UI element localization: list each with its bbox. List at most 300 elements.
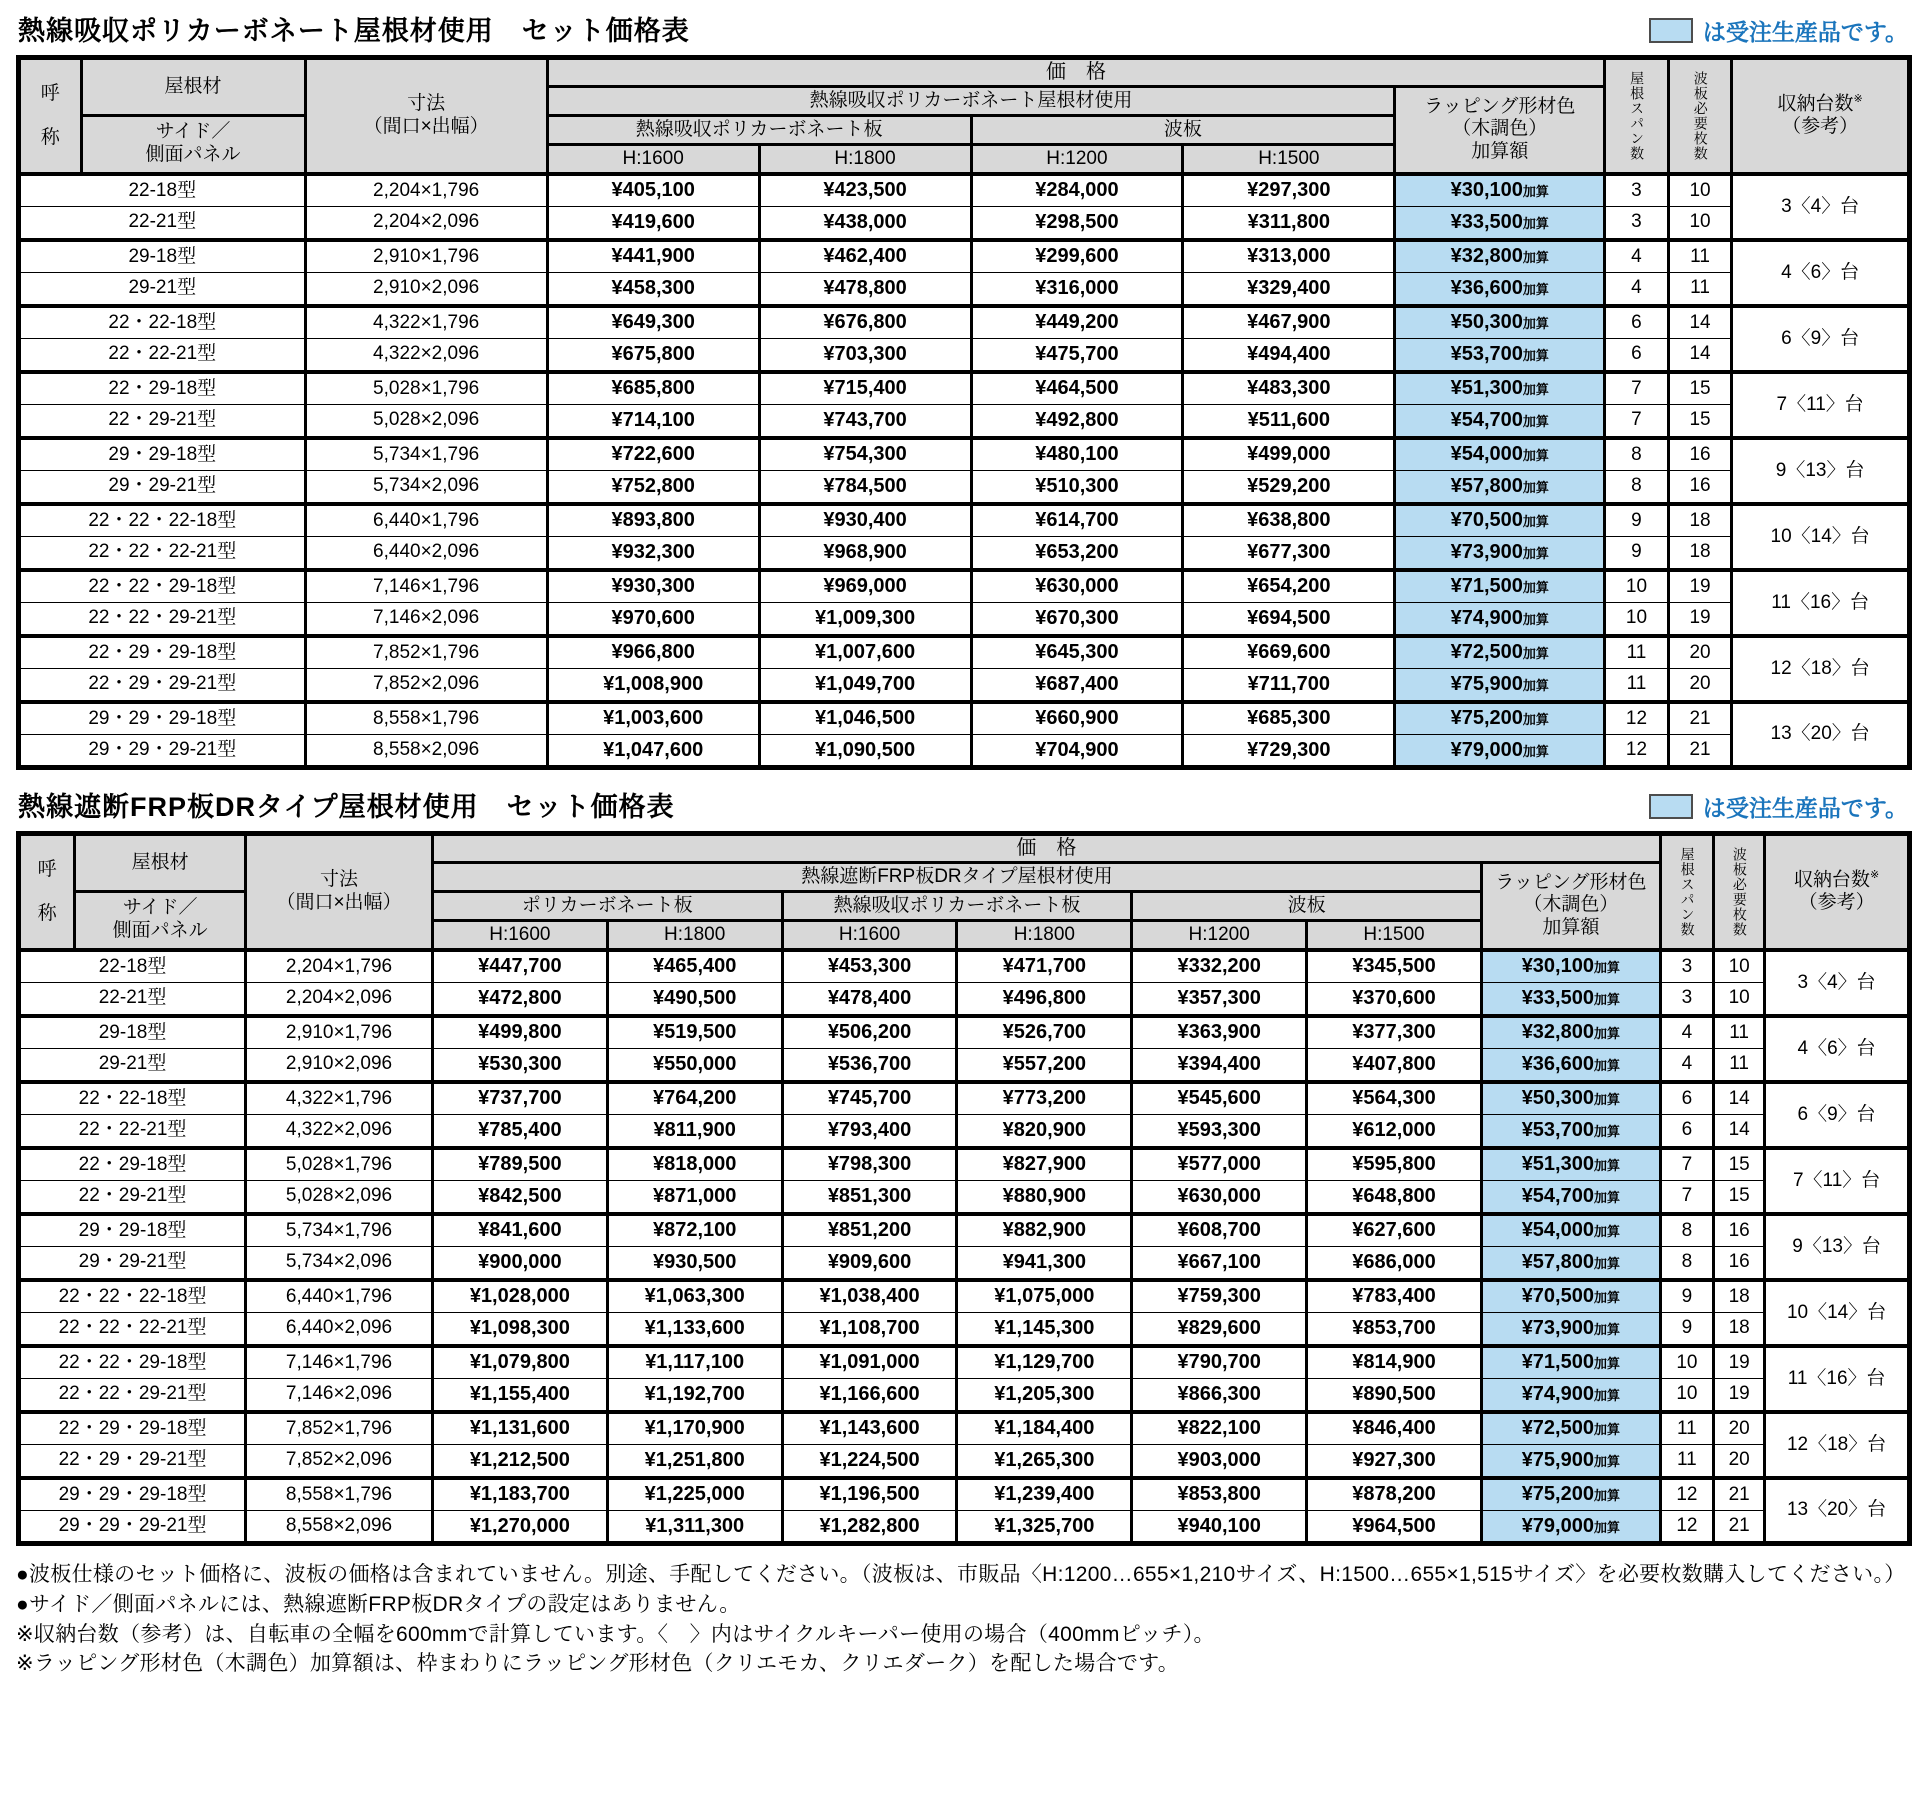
price-cell: ¥627,600 <box>1307 1214 1482 1247</box>
price-cell: ¥882,900 <box>957 1214 1132 1247</box>
height-column-header: H:1500 <box>1307 921 1482 950</box>
side-panel-header: サイド／ 側面パネル <box>75 892 246 950</box>
table-row <box>19 1082 1910 1115</box>
price-cell: ¥449,200 <box>971 306 1183 339</box>
table-row <box>19 240 1910 273</box>
price-cell: ¥704,900 <box>971 735 1183 768</box>
wrap-surcharge-cell <box>1395 537 1605 570</box>
price-cell: ¥478,800 <box>759 273 971 306</box>
dimensions-cell: 6,440×2,096 <box>305 537 547 570</box>
table-row <box>19 1346 1910 1379</box>
dimensions-cell: 7,852×1,796 <box>305 636 547 669</box>
price-cell: ¥903,000 <box>1132 1445 1307 1478</box>
price-cell: ¥1,009,300 <box>759 603 971 636</box>
sheet-count-cell: 10 <box>1714 950 1765 983</box>
price-cell: ¥462,400 <box>759 240 971 273</box>
wrap-surcharge-cell <box>1481 1049 1660 1082</box>
price-cell: ¥357,300 <box>1132 983 1307 1016</box>
dimensions-cell: 6,440×1,796 <box>246 1280 433 1313</box>
roof-span-cell: 3 <box>1660 983 1713 1016</box>
model-name-cell: 29-18型 <box>19 240 306 273</box>
wrap-suffix-label: 加算 <box>1522 545 1549 561</box>
roof-span-cell: 4 <box>1660 1049 1713 1082</box>
price-row-group <box>19 570 1910 636</box>
wrap-suffix-label: 加算 <box>1593 1026 1620 1042</box>
price-cell: ¥377,300 <box>1307 1016 1482 1049</box>
table-row <box>19 1445 1910 1478</box>
table-row <box>19 537 1910 570</box>
roof-span-cell: 4 <box>1605 240 1669 273</box>
wrap-amount: ¥72,500 <box>1521 1417 1594 1440</box>
price-cell: ¥557,200 <box>957 1049 1132 1082</box>
wrap-amount: ¥79,000 <box>1521 1514 1594 1537</box>
price-cell: ¥654,200 <box>1183 570 1395 603</box>
wrap-amount: ¥54,000 <box>1521 1219 1594 1242</box>
sheet-count-cell: 20 <box>1714 1412 1765 1445</box>
dimensions-cell: 2,204×1,796 <box>305 174 547 207</box>
price-cell: ¥853,700 <box>1307 1313 1482 1346</box>
sheet-count-cell: 15 <box>1668 372 1732 405</box>
wrap-suffix-label: 加算 <box>1593 1158 1620 1174</box>
sheet-count-cell: 10 <box>1714 983 1765 1016</box>
price-row-group <box>19 636 1910 702</box>
sheet-count-cell: 18 <box>1714 1280 1765 1313</box>
dimensions-cell: 2,204×2,096 <box>305 207 547 240</box>
price-cell: ¥966,800 <box>547 636 759 669</box>
table-row <box>19 603 1910 636</box>
price-cell: ¥829,600 <box>1132 1313 1307 1346</box>
model-name-cell: 22・29・29-18型 <box>19 1412 246 1445</box>
panel-type-header-heat-absorbing: 熱線吸収ポリカーボネート板 <box>782 892 1132 921</box>
panel-type-header-corrugated: 波板 <box>1132 892 1482 921</box>
wrap-surcharge-cell <box>1481 1016 1660 1049</box>
roof-span-cell: 4 <box>1605 273 1669 306</box>
price-cell: ¥519,500 <box>607 1016 782 1049</box>
wrap-surcharge-cell <box>1481 1247 1660 1280</box>
table-row <box>19 1247 1910 1280</box>
roof-span-cell: 8 <box>1660 1247 1713 1280</box>
wrap-amount: ¥79,000 <box>1450 738 1523 761</box>
price-cell: ¥754,300 <box>759 438 971 471</box>
wrap-suffix-label: 加算 <box>1593 1488 1620 1504</box>
dimensions-cell: 7,852×2,096 <box>246 1445 433 1478</box>
price-cell: ¥822,100 <box>1132 1412 1307 1445</box>
wrap-amount: ¥54,000 <box>1450 443 1523 466</box>
model-name-cell: 22・29-21型 <box>19 405 306 438</box>
wrap-surcharge-cell <box>1481 1115 1660 1148</box>
storage-capacity-cell: 12〈18〉台 <box>1732 636 1910 702</box>
price-cell: ¥1,008,900 <box>547 669 759 702</box>
table-row <box>19 471 1910 504</box>
dimensions-cell: 4,322×1,796 <box>305 306 547 339</box>
model-name-cell: 22・29-18型 <box>19 372 306 405</box>
sheet-count-cell: 20 <box>1668 636 1732 669</box>
height-column-header: H:1800 <box>957 921 1132 950</box>
price-cell: ¥715,400 <box>759 372 971 405</box>
price-row-group <box>19 174 1910 240</box>
wrap-suffix-label: 加算 <box>1522 646 1549 662</box>
price-cell: ¥872,100 <box>607 1214 782 1247</box>
sheet-count-cell: 14 <box>1714 1082 1765 1115</box>
wrap-surcharge-cell <box>1481 1280 1660 1313</box>
dimensions-cell: 7,852×1,796 <box>246 1412 433 1445</box>
price-cell: ¥458,300 <box>547 273 759 306</box>
roof-span-cell: 7 <box>1660 1148 1713 1181</box>
price-cell: ¥478,400 <box>782 983 957 1016</box>
wrap-suffix-label: 加算 <box>1522 448 1549 464</box>
price-cell: ¥612,000 <box>1307 1115 1482 1148</box>
table-row <box>19 983 1910 1016</box>
price-cell: ¥511,600 <box>1183 405 1395 438</box>
storage-capacity-cell: 11〈16〉台 <box>1765 1346 1910 1412</box>
roof-span-cell: 10 <box>1605 603 1669 636</box>
dimensions-cell: 4,322×2,096 <box>246 1115 433 1148</box>
dimensions-cell: 2,204×1,796 <box>246 950 433 983</box>
price-cell: ¥1,047,600 <box>547 735 759 768</box>
price-row-group <box>19 306 1910 372</box>
dimensions-cell: 7,146×1,796 <box>305 570 547 603</box>
dimensions-cell: 2,910×1,796 <box>246 1016 433 1049</box>
price-row-group <box>19 1280 1910 1346</box>
wrap-amount: ¥54,700 <box>1450 408 1523 431</box>
price-header: 価 格 <box>547 58 1604 87</box>
sheet-count-cell: 19 <box>1668 570 1732 603</box>
price-cell: ¥964,500 <box>1307 1511 1482 1544</box>
price-cell: ¥480,100 <box>971 438 1183 471</box>
panel-type-header-corrugated: 波板 <box>971 116 1395 145</box>
wrap-surcharge-cell <box>1395 570 1605 603</box>
wrap-suffix-label: 加算 <box>1522 677 1549 693</box>
roof-span-cell: 9 <box>1605 504 1669 537</box>
sheet-count-cell: 18 <box>1668 504 1732 537</box>
sheet-count-cell: 21 <box>1714 1478 1765 1511</box>
price-cell: ¥284,000 <box>971 174 1183 207</box>
wrap-surcharge-cell <box>1481 950 1660 983</box>
panel-type-header-polycarbonate: 熱線吸収ポリカーボネート板 <box>547 116 971 145</box>
table-row <box>19 1478 1910 1511</box>
model-name-cell: 22・22・29-21型 <box>19 1379 246 1412</box>
price-cell: ¥729,300 <box>1183 735 1395 768</box>
storage-capacity-cell: 7〈11〉台 <box>1732 372 1910 438</box>
model-name-cell: 22・29-18型 <box>19 1148 246 1181</box>
price-cell: ¥545,600 <box>1132 1082 1307 1115</box>
wrap-amount: ¥70,500 <box>1450 509 1523 532</box>
price-row-group <box>19 1478 1910 1544</box>
dimensions-cell: 5,734×2,096 <box>305 471 547 504</box>
sheet-count-header: 波板必要枚数 <box>1714 834 1765 950</box>
dimensions-cell: 7,146×2,096 <box>305 603 547 636</box>
price-cell: ¥614,700 <box>971 504 1183 537</box>
sheet-count-cell: 10 <box>1668 174 1732 207</box>
wrap-suffix-label: 加算 <box>1522 712 1549 728</box>
price-cell: ¥660,900 <box>971 702 1183 735</box>
dimensions-cell: 8,558×2,096 <box>305 735 547 768</box>
sheet-count-cell: 15 <box>1668 405 1732 438</box>
price-cell: ¥630,000 <box>1132 1181 1307 1214</box>
dimensions-cell: 5,028×2,096 <box>305 405 547 438</box>
storage-capacity-cell: 10〈14〉台 <box>1765 1280 1910 1346</box>
dimensions-cell: 2,910×2,096 <box>305 273 547 306</box>
model-name-cell: 29・29-21型 <box>19 471 306 504</box>
wrap-surcharge-cell <box>1481 1082 1660 1115</box>
table1-title-row <box>18 14 1910 47</box>
price-cell: ¥311,800 <box>1183 207 1395 240</box>
model-name-cell: 29-18型 <box>19 1016 246 1049</box>
side-panel-header: サイド／ 側面パネル <box>81 116 305 174</box>
wrap-suffix-label: 加算 <box>1522 316 1549 332</box>
wrap-amount: ¥75,900 <box>1450 672 1523 695</box>
wrap-color-header: ラッピング形材色 （木調色） 加算額 <box>1481 863 1660 950</box>
height-column-header: H:1800 <box>607 921 782 950</box>
price-cell: ¥893,800 <box>547 504 759 537</box>
model-name-cell: 22・22-21型 <box>19 339 306 372</box>
model-name-cell: 22・29・29-21型 <box>19 1445 246 1478</box>
wrap-suffix-label: 加算 <box>1522 413 1549 429</box>
price-cell: ¥407,800 <box>1307 1049 1482 1082</box>
price-row-group <box>19 1346 1910 1412</box>
price-cell: ¥711,700 <box>1183 669 1395 702</box>
roof-span-cell: 8 <box>1605 438 1669 471</box>
price-cell: ¥648,800 <box>1307 1181 1482 1214</box>
wrap-color-header: ラッピング形材色 （木調色） 加算額 <box>1395 87 1605 174</box>
order-made-color-swatch <box>1649 18 1693 43</box>
dimensions-cell: 8,558×1,796 <box>246 1478 433 1511</box>
price-cell: ¥472,800 <box>432 983 607 1016</box>
price-cell: ¥1,117,100 <box>607 1346 782 1379</box>
call-name-header <box>19 58 82 174</box>
wrap-suffix-label: 加算 <box>1593 1387 1620 1403</box>
model-name-cell: 22-18型 <box>19 174 306 207</box>
roof-span-cell: 8 <box>1660 1214 1713 1247</box>
wrap-amount: ¥70,500 <box>1521 1285 1594 1308</box>
price-cell: ¥441,900 <box>547 240 759 273</box>
wrap-suffix-label: 加算 <box>1522 743 1549 759</box>
model-name-cell: 22・22・29-18型 <box>19 1346 246 1379</box>
price-cell: ¥669,600 <box>1183 636 1395 669</box>
wrap-surcharge-cell <box>1395 339 1605 372</box>
height-column-header: H:1600 <box>782 921 957 950</box>
price-cell: ¥564,300 <box>1307 1082 1482 1115</box>
price-cell: ¥405,100 <box>547 174 759 207</box>
price-cell: ¥608,700 <box>1132 1214 1307 1247</box>
price-cell: ¥670,300 <box>971 603 1183 636</box>
storage-capacity-cell: 12〈18〉台 <box>1765 1412 1910 1478</box>
storage-capacity-cell: 7〈11〉台 <box>1765 1148 1910 1214</box>
roof-span-cell: 9 <box>1660 1280 1713 1313</box>
wrap-surcharge-cell <box>1481 1148 1660 1181</box>
roof-span-header: 屋根スパン数 <box>1605 58 1669 174</box>
price-cell: ¥1,046,500 <box>759 702 971 735</box>
sheet-count-cell: 18 <box>1714 1313 1765 1346</box>
price-cell: ¥900,000 <box>432 1247 607 1280</box>
roof-span-cell: 12 <box>1660 1511 1713 1544</box>
roof-span-cell: 11 <box>1660 1445 1713 1478</box>
sheet-count-header: 波板必要枚数 <box>1668 58 1732 174</box>
footnotes <box>16 1560 1912 1679</box>
wrap-amount: ¥50,300 <box>1450 311 1523 334</box>
table-row <box>19 702 1910 735</box>
price-cell: ¥577,000 <box>1132 1148 1307 1181</box>
wrap-surcharge-cell <box>1481 1511 1660 1544</box>
price-cell: ¥536,700 <box>782 1049 957 1082</box>
table-row <box>19 405 1910 438</box>
wrap-surcharge-cell <box>1481 1214 1660 1247</box>
wrap-suffix-label: 加算 <box>1522 382 1549 398</box>
price-cell: ¥499,800 <box>432 1016 607 1049</box>
price-cell: ¥471,700 <box>957 950 1132 983</box>
price-row-group <box>19 950 1910 1016</box>
price-row-group <box>19 1148 1910 1214</box>
price-cell: ¥550,000 <box>607 1049 782 1082</box>
price-cell: ¥1,192,700 <box>607 1379 782 1412</box>
wrap-surcharge-cell <box>1395 240 1605 273</box>
wrap-amount: ¥71,500 <box>1450 575 1523 598</box>
wrap-amount: ¥53,700 <box>1521 1118 1594 1141</box>
roof-span-cell: 12 <box>1660 1478 1713 1511</box>
height-column-header: H:1800 <box>759 145 971 174</box>
storage-capacity-cell: 9〈13〉台 <box>1732 438 1910 504</box>
model-name-cell: 22・22-21型 <box>19 1115 246 1148</box>
wrap-surcharge-cell <box>1395 438 1605 471</box>
roof-span-cell: 11 <box>1660 1412 1713 1445</box>
storage-capacity-header: 収納台数※ （参考） <box>1732 58 1910 174</box>
wrap-amount: ¥36,600 <box>1521 1052 1594 1075</box>
footnote-line: ※ラッピング形材色（木調色）加算額は、枠まわりにラッピング形材色（クリエモカ、クリエダーク）を配した場合です。 <box>16 1652 1180 1676</box>
table1-header <box>19 58 1910 174</box>
price-cell: ¥1,224,500 <box>782 1445 957 1478</box>
price-cell: ¥638,800 <box>1183 504 1395 537</box>
model-name-cell: 22・22・22-21型 <box>19 537 306 570</box>
dimensions-cell: 4,322×2,096 <box>305 339 547 372</box>
price-cell: ¥1,038,400 <box>782 1280 957 1313</box>
price-cell: ¥1,090,500 <box>759 735 971 768</box>
price-cell: ¥496,800 <box>957 983 1132 1016</box>
price-cell: ¥370,600 <box>1307 983 1482 1016</box>
wrap-suffix-label: 加算 <box>1593 1422 1620 1438</box>
price-cell: ¥842,500 <box>432 1181 607 1214</box>
price-cell: ¥447,700 <box>432 950 607 983</box>
price-cell: ¥722,600 <box>547 438 759 471</box>
storage-capacity-header: 収納台数※ （参考） <box>1765 834 1910 950</box>
dimensions-cell: 5,028×1,796 <box>246 1148 433 1181</box>
model-name-cell: 22・22・22-18型 <box>19 1280 246 1313</box>
price-cell: ¥492,800 <box>971 405 1183 438</box>
price-cell: ¥932,300 <box>547 537 759 570</box>
price-cell: ¥453,300 <box>782 950 957 983</box>
price-cell: ¥298,500 <box>971 207 1183 240</box>
dimensions-cell: 7,852×2,096 <box>305 669 547 702</box>
table-row <box>19 1379 1910 1412</box>
wrap-suffix-label: 加算 <box>1522 250 1549 266</box>
wrap-suffix-label: 加算 <box>1593 1255 1620 1271</box>
sheet-count-cell: 16 <box>1668 471 1732 504</box>
wrap-surcharge-cell <box>1395 405 1605 438</box>
table-row <box>19 950 1910 983</box>
price-cell: ¥1,098,300 <box>432 1313 607 1346</box>
price-cell: ¥297,300 <box>1183 174 1395 207</box>
sheet-count-cell: 21 <box>1668 735 1732 768</box>
price-cell: ¥745,700 <box>782 1082 957 1115</box>
wrap-amount: ¥73,900 <box>1521 1316 1594 1339</box>
table-row <box>19 735 1910 768</box>
dimensions-cell: 5,734×1,796 <box>305 438 547 471</box>
order-made-legend-label: は受注生産品です。 <box>1702 795 1908 821</box>
price-cell: ¥475,700 <box>971 339 1183 372</box>
roof-span-cell: 6 <box>1660 1082 1713 1115</box>
price-row-group <box>19 372 1910 438</box>
wrap-suffix-label: 加算 <box>1522 347 1549 363</box>
price-cell: ¥790,700 <box>1132 1346 1307 1379</box>
price-cell: ¥1,145,300 <box>957 1313 1132 1346</box>
price-cell: ¥394,400 <box>1132 1049 1307 1082</box>
price-cell: ¥499,000 <box>1183 438 1395 471</box>
wrap-surcharge-cell <box>1481 1313 1660 1346</box>
table-row <box>19 1280 1910 1313</box>
wrap-suffix-label: 加算 <box>1593 1453 1620 1469</box>
footnote-line: ●波板仕様のセット価格に、波板の価格は含まれていません。別途、手配してください。（波板は、市販品〈H:1200…655×1,210サイズ、H:1500…655×1,515サイズ〉を必要枚数購入してください。） <box>16 1563 1906 1586</box>
price-cell: ¥1,183,700 <box>432 1478 607 1511</box>
price-cell: ¥423,500 <box>759 174 971 207</box>
roof-span-cell: 4 <box>1660 1016 1713 1049</box>
price-cell: ¥526,700 <box>957 1016 1132 1049</box>
table-row <box>19 207 1910 240</box>
model-name-cell: 29・29-18型 <box>19 1214 246 1247</box>
order-made-legend-label: は受注生産品です。 <box>1702 19 1908 45</box>
model-name-cell: 29・29-21型 <box>19 1247 246 1280</box>
storage-capacity-cell: 4〈6〉台 <box>1732 240 1910 306</box>
price-cell: ¥1,270,000 <box>432 1511 607 1544</box>
wrap-surcharge-cell <box>1395 306 1605 339</box>
price-cell: ¥653,200 <box>971 537 1183 570</box>
price-cell: ¥465,400 <box>607 950 782 983</box>
price-cell: ¥811,900 <box>607 1115 782 1148</box>
sheet-count-cell: 15 <box>1714 1181 1765 1214</box>
price-cell: ¥909,600 <box>782 1247 957 1280</box>
price-cell: ¥969,000 <box>759 570 971 603</box>
wrap-suffix-label: 加算 <box>1593 960 1620 976</box>
price-cell: ¥871,000 <box>607 1181 782 1214</box>
wrap-surcharge-cell <box>1395 273 1605 306</box>
wrap-suffix-label: 加算 <box>1522 479 1549 495</box>
price-table-heat-blocking-frp <box>16 831 1912 1546</box>
wrap-suffix-label: 加算 <box>1593 1290 1620 1306</box>
sheet-count-cell: 11 <box>1668 240 1732 273</box>
height-column-header: H:1600 <box>547 145 759 174</box>
price-cell: ¥798,300 <box>782 1148 957 1181</box>
order-made-legend <box>1649 790 1910 823</box>
price-row-group <box>19 504 1910 570</box>
price-cell: ¥1,212,500 <box>432 1445 607 1478</box>
wrap-surcharge-cell <box>1395 207 1605 240</box>
price-row-group <box>19 702 1910 768</box>
price-cell: ¥759,300 <box>1132 1280 1307 1313</box>
wrap-surcharge-cell <box>1481 1379 1660 1412</box>
dimensions-cell: 5,734×2,096 <box>246 1247 433 1280</box>
storage-capacity-cell: 4〈6〉台 <box>1765 1016 1910 1082</box>
price-cell: ¥930,300 <box>547 570 759 603</box>
dimensions-cell: 2,910×1,796 <box>305 240 547 273</box>
price-cell: ¥345,500 <box>1307 950 1482 983</box>
model-name-cell: 29-21型 <box>19 1049 246 1082</box>
sheet-count-cell: 16 <box>1668 438 1732 471</box>
price-cell: ¥1,007,600 <box>759 636 971 669</box>
table-row <box>19 1412 1910 1445</box>
roof-material-header: 屋根材 <box>81 58 305 116</box>
roof-span-cell: 9 <box>1605 537 1669 570</box>
call-char-1: 呼 <box>37 858 57 880</box>
sheet-count-cell: 16 <box>1714 1214 1765 1247</box>
wrap-amount: ¥75,900 <box>1521 1448 1594 1471</box>
